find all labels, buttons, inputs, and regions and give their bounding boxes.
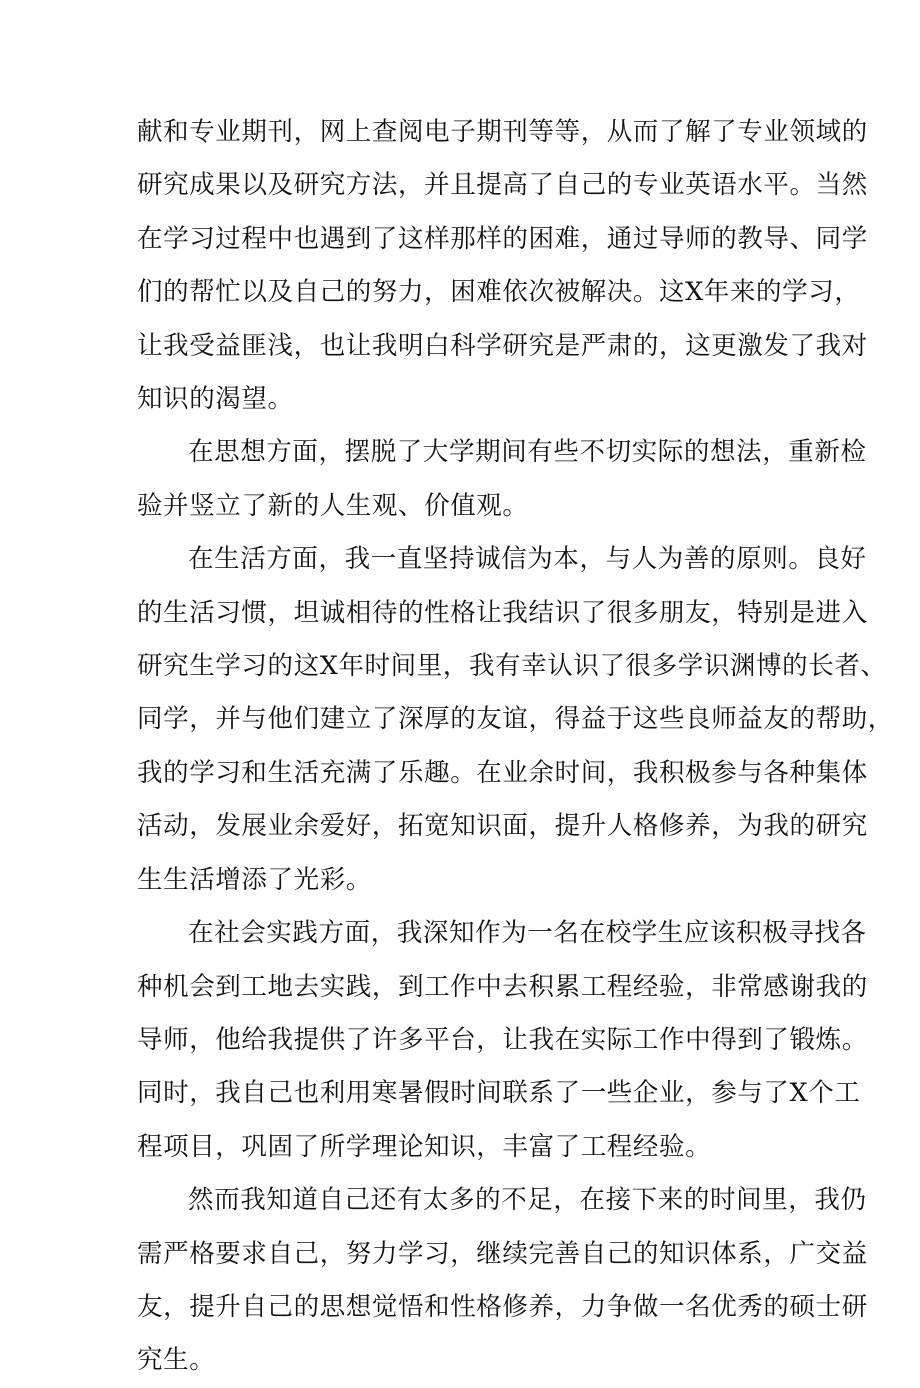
paragraph-study-continuation (137, 106, 868, 426)
text-line: 在学习过程中也遇到了这样那样的困难，通过导师的教导、同学 (137, 223, 868, 254)
paragraph-thought (137, 426, 867, 533)
text-line: 验并竖立了新的人生观、价值观。 (137, 490, 529, 521)
text-line: 们的帮忙以及自己的努力，困难依次被解决。这X年来的学习， (137, 277, 861, 308)
text-line: 生生活增添了光彩。 (137, 864, 372, 895)
text-line: 需严格要求自己，努力学习，继续完善自己的知识体系，广交益 (137, 1238, 868, 1269)
text-line: 在思想方面，摆脱了大学期间有些不切实际的想法，重新检 (188, 437, 867, 468)
text-line: 在生活方面，我一直坚持诚信为本，与人为善的原则。良好 (188, 544, 867, 575)
text-line: 在社会实践方面，我深知作为一名在校学生应该积极寻找各 (188, 918, 867, 949)
text-line: 究生。 (137, 1345, 216, 1376)
text-line: 同时，我自己也利用寒暑假时间联系了一些企业，参与了X个工 (137, 1078, 861, 1109)
text-line: 献和专业期刊，网上查阅电子期刊等等，从而了解了专业领域的 (137, 117, 868, 147)
document-body (137, 106, 894, 1388)
paragraph-life (137, 533, 894, 907)
paragraph-social-practice (137, 907, 868, 1174)
text-line: 让我受益匪浅，也让我明白科学研究是严肃的，这更激发了我对 (137, 330, 868, 361)
text-line: 友，提升自己的思想觉悟和性格修养，力争做一名优秀的硕士研 (137, 1291, 868, 1322)
text-line: 的生活习惯，坦诚相待的性格让我结识了很多朋友，特别是进入 (137, 597, 868, 628)
text-line: 研究成果以及研究方法，并且提高了自己的专业英语水平。当然 (137, 170, 868, 201)
text-line: 然而我知道自己还有太多的不足，在接下来的时间里，我仍 (188, 1185, 867, 1216)
paragraph-conclusion (137, 1174, 868, 1388)
text-line: 我的学习和生活充满了乐趣。在业余时间，我积极参与各种集体 (137, 757, 868, 788)
text-line: 知识的渴望。 (137, 384, 294, 415)
text-line: 导师，他给我提供了许多平台，让我在实际工作中得到了锻炼。 (137, 1024, 868, 1055)
text-line: 研究生学习的这X年时间里，我有幸认识了很多学识渊博的长者、 (137, 651, 887, 682)
text-line: 种机会到工地去实践，到工作中去积累工程经验，非常感谢我的 (137, 971, 868, 1002)
text-line: 活动，发展业余爱好，拓宽知识面，提升人格修养，为我的研究 (137, 811, 868, 842)
text-line: 同学，并与他们建立了深厚的友谊，得益于这些良师益友的帮助， (137, 704, 894, 735)
text-line: 程项目，巩固了所学理论知识，丰富了工程经验。 (137, 1131, 712, 1162)
